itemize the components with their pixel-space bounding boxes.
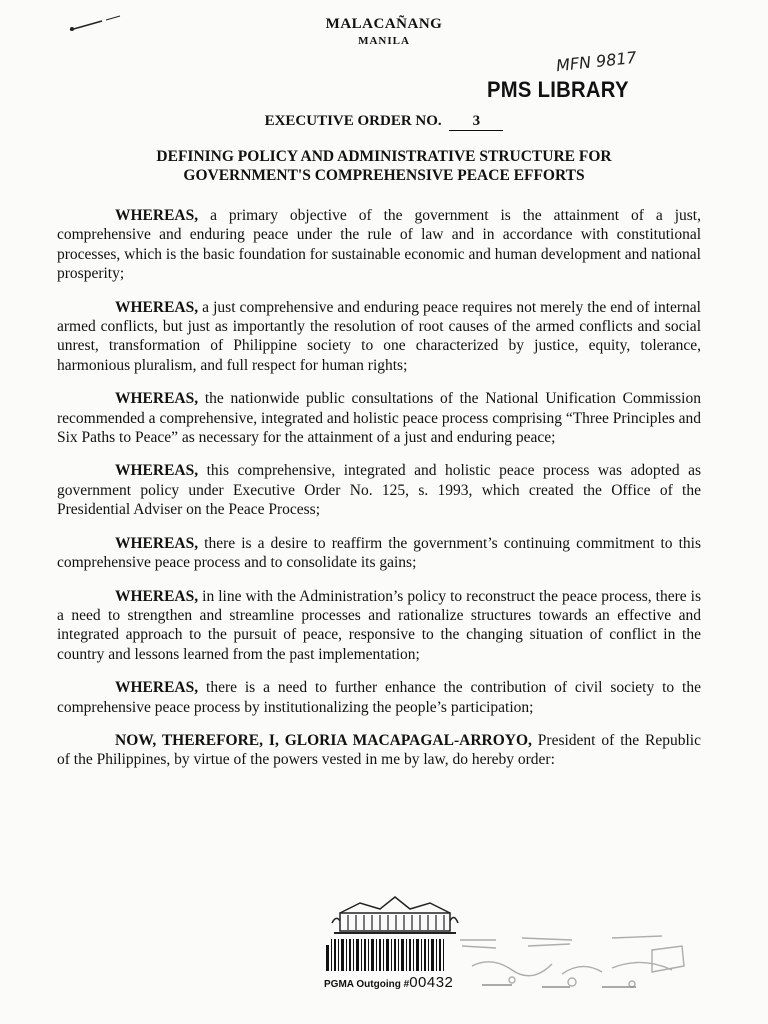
barcode-number: 00432 [409,974,454,991]
operative-paragraph [57,731,701,770]
paragraph-lead: WHEREAS, [115,679,199,697]
whereas-paragraph [57,534,701,573]
paragraph-text: this comprehensive, integrated and holistic peace process was adopted as government policy under Executive Order No. 125, s. 1993, which created the Office of the Presidential Adviser on the Peace Process; [57,462,701,519]
paragraph-lead: WHEREAS, [115,587,199,605]
paragraph-lead: WHEREAS, [115,462,199,480]
header-office: MALACAÑANG [325,16,443,32]
malacanang-seal-icon [330,893,460,937]
paragraph-text: in line with the Administration’s policy to reconstruct the peace process, there is a need to strengthen and streamline processes and rationalize structures towards an effective and integrated approach to the pursuit of peace, responsive to the changing situation of conflict in the country and lessons learned from the past implementation; [57,587,701,663]
paragraph-text: there is a need to further enhance the contribution of civil society to the comprehensive peace process by institutionalizing the people’s participation; [57,679,701,716]
executive-order-number [0,113,768,131]
handwritten-reference: MFN 9817 [555,47,638,76]
paragraph-lead: WHEREAS, [115,534,199,552]
paragraph-lead: WHEREAS, [115,298,199,316]
order-label: EXECUTIVE ORDER NO. [264,113,442,129]
document-body [57,206,701,784]
paragraph-text: a primary objective of the government is the attainment of a just, comprehensive and enduring peace under the rule of law and in accordance with constitutional processes, which is the basic foundation for sustainable economic and human development and national prosperity; [57,207,701,283]
header-city: MANILA [358,35,410,47]
whereas-paragraph [57,587,701,665]
title-line-2: GOVERNMENT'S COMPREHENSIVE PEACE EFFORTS [183,167,585,184]
library-stamp: PMS LIBRARY [487,77,629,102]
paragraph-lead: NOW, THEREFORE, I, GLORIA MACAPAGAL-ARROYO, [115,731,532,749]
whereas-paragraph [57,206,701,284]
paragraph-lead: WHEREAS, [115,390,199,408]
paragraph-lead: WHEREAS, [115,207,199,224]
paragraph-text: there is a desire to reaffirm the government’s continuing commitment to this comprehensive peace process and to consolidate its gains; [57,534,701,572]
whereas-paragraph [57,461,701,519]
barcode-icon [324,937,454,973]
barcode-label [324,974,453,991]
title-line-1: DEFINING POLICY AND ADMINISTRATIVE STRUCTURE FOR [156,148,612,165]
paragraph-text: President of the Republic of the Philippines, by virtue of the powers vested in me by law, do hereby order: [57,731,701,769]
barcode-caption: PGMA Outgoing # [324,979,410,990]
order-number: 3 [449,113,503,131]
whereas-paragraph [57,389,701,447]
document-title [90,147,678,185]
whereas-paragraph [57,298,701,376]
whereas-paragraph [57,678,701,717]
paragraph-text: the nationwide public consultations of the National Unification Commission recommended a comprehensive, integrated and holistic peace process comprising “Three Principles and Six Paths to Peace” as necessary for the attainment of a just and enduring peace; [57,390,701,447]
paragraph-text: a just comprehensive and enduring peace requires not merely the end of internal armed conflicts, but just as importantly the resolution of root causes of the armed conflicts and social unrest, transformation of Philippine society to one characterized by justice, equity, tolerance, harmonious pluralism, and full respect for human rights; [57,298,701,374]
receipt-stamp-icon [452,926,692,996]
